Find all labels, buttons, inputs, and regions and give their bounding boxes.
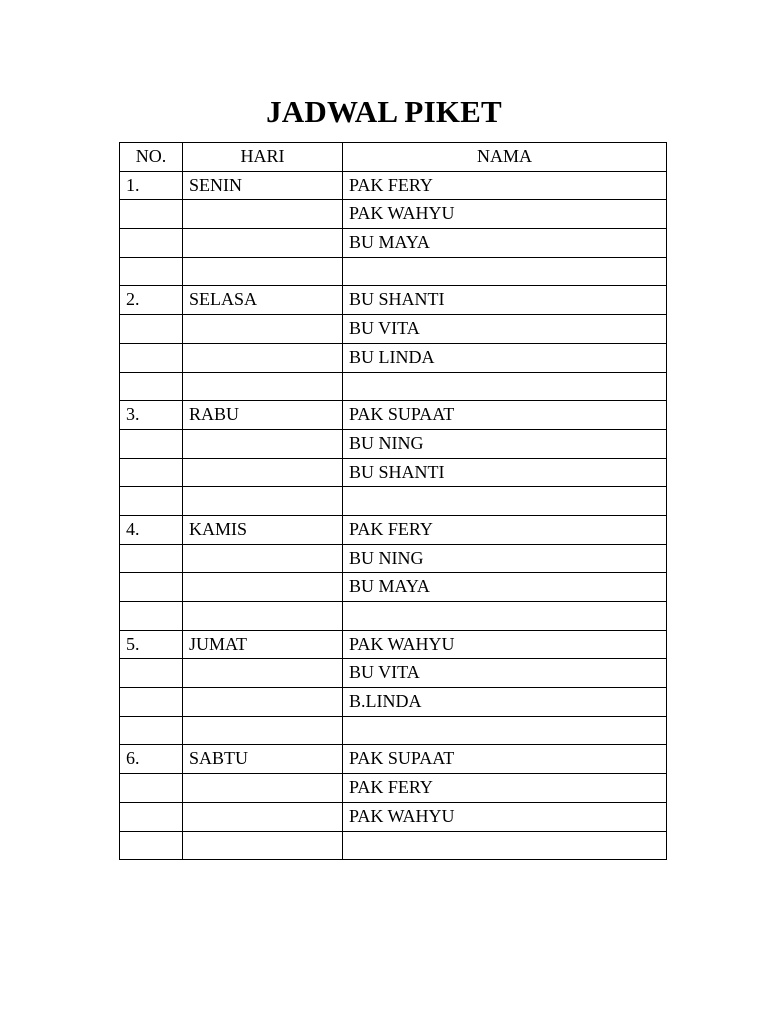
header-no: NO. [120,143,183,172]
cell-no [120,659,183,688]
cell-no [120,200,183,229]
cell-hari: KAMIS [183,515,343,544]
table-row [120,229,667,258]
table-row [120,257,667,286]
table-row [120,774,667,803]
cell-no [120,343,183,372]
cell-nama [343,716,667,745]
header-nama: NAMA [343,143,667,172]
cell-nama [343,487,667,516]
cell-nama: BU SHANTI [343,286,667,315]
cell-no [120,688,183,717]
cell-no [120,602,183,631]
cell-nama: BU NING [343,429,667,458]
cell-hari [183,315,343,344]
cell-no [120,716,183,745]
cell-hari [183,802,343,831]
cell-hari: SELASA [183,286,343,315]
table-row [120,372,667,401]
table-row [120,544,667,573]
table-row [120,515,667,544]
cell-no [120,372,183,401]
cell-no: 5. [120,630,183,659]
table-row [120,716,667,745]
cell-no [120,573,183,602]
cell-hari [183,372,343,401]
table-row [120,602,667,631]
table-row [120,831,667,860]
cell-no: 6. [120,745,183,774]
cell-hari: RABU [183,401,343,430]
cell-no: 4. [120,515,183,544]
cell-no [120,487,183,516]
cell-nama: PAK WAHYU [343,200,667,229]
cell-nama: BU MAYA [343,229,667,258]
cell-no [120,544,183,573]
cell-nama: PAK WAHYU [343,802,667,831]
table-row [120,688,667,717]
cell-no [120,315,183,344]
cell-no: 1. [120,171,183,200]
cell-nama: PAK FERY [343,171,667,200]
cell-hari [183,544,343,573]
cell-hari: JUMAT [183,630,343,659]
cell-hari [183,429,343,458]
table-row [120,286,667,315]
cell-nama: PAK FERY [343,774,667,803]
cell-nama: BU SHANTI [343,458,667,487]
cell-hari [183,774,343,803]
cell-nama [343,257,667,286]
table-row [120,315,667,344]
cell-hari: SABTU [183,745,343,774]
cell-no [120,831,183,860]
cell-nama: B.LINDA [343,688,667,717]
cell-hari [183,659,343,688]
cell-nama: BU LINDA [343,343,667,372]
cell-nama: BU VITA [343,659,667,688]
cell-nama [343,372,667,401]
table-header-row [120,143,667,172]
cell-hari [183,688,343,717]
cell-no: 3. [120,401,183,430]
table-row [120,630,667,659]
cell-nama [343,831,667,860]
cell-no [120,257,183,286]
cell-no [120,802,183,831]
cell-no [120,229,183,258]
cell-nama: PAK SUPAAT [343,745,667,774]
cell-hari [183,257,343,286]
cell-nama [343,602,667,631]
schedule-body [120,171,667,860]
cell-hari [183,343,343,372]
cell-nama: BU NING [343,544,667,573]
cell-hari [183,831,343,860]
cell-hari: SENIN [183,171,343,200]
table-row [120,745,667,774]
cell-nama: PAK FERY [343,515,667,544]
schedule-table [119,142,667,860]
table-row [120,573,667,602]
table-row [120,802,667,831]
cell-nama: PAK WAHYU [343,630,667,659]
cell-no [120,429,183,458]
cell-hari [183,716,343,745]
cell-hari [183,200,343,229]
header-hari: HARI [183,143,343,172]
table-row [120,171,667,200]
cell-no: 2. [120,286,183,315]
table-row [120,659,667,688]
table-row [120,200,667,229]
cell-no [120,774,183,803]
table-row [120,458,667,487]
table-row [120,487,667,516]
table-row [120,343,667,372]
cell-hari [183,229,343,258]
table-row [120,401,667,430]
cell-no [120,458,183,487]
cell-nama: BU MAYA [343,573,667,602]
cell-hari [183,487,343,516]
cell-nama: PAK SUPAAT [343,401,667,430]
cell-nama: BU VITA [343,315,667,344]
page-title: JADWAL PIKET [266,94,502,129]
cell-hari [183,573,343,602]
cell-hari [183,602,343,631]
cell-hari [183,458,343,487]
table-row [120,429,667,458]
